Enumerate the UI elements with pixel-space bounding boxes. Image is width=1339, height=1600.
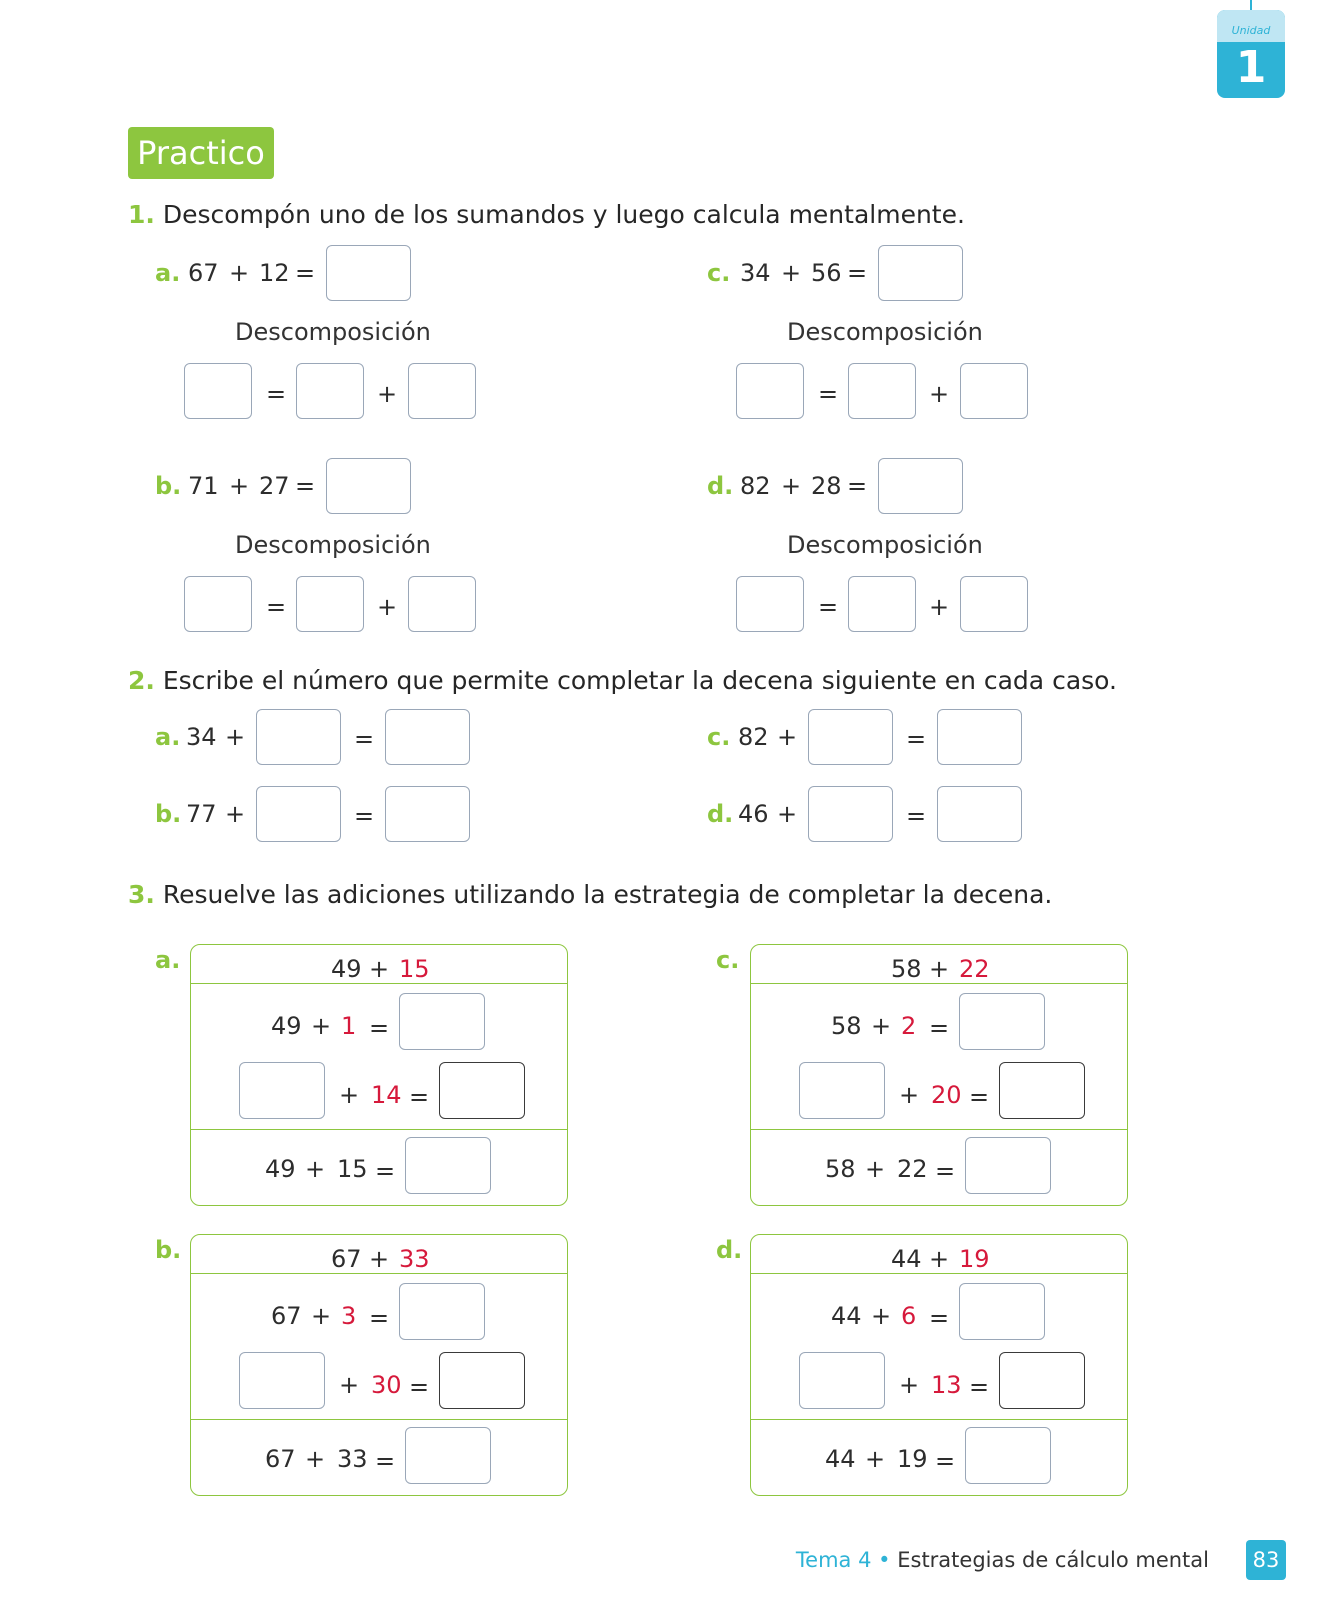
footer-title: Estrategias de cálculo mental [897,1548,1209,1572]
step1-answer-box[interactable] [399,993,485,1050]
plus-sign: + [369,955,390,983]
step2-answer-box[interactable] [999,1062,1085,1119]
card-divider [191,1129,567,1130]
equals-sign: = [929,1304,950,1332]
item-label: c. [707,723,731,751]
step1-answer-box[interactable] [959,993,1045,1050]
card-divider [751,983,1127,984]
step1-addend: 44 [831,1302,862,1330]
equals-sign: = [369,1014,390,1042]
decomp-box-3[interactable] [408,363,476,419]
equals-sign: = [354,725,375,753]
addend-a: 34 [740,259,771,287]
strategy-card [190,944,568,1206]
strategy-card [750,944,1128,1206]
equals-sign: = [409,1373,430,1401]
card-divider [751,1419,1127,1420]
final-addend-b: 22 [897,1155,928,1183]
final-answer-box[interactable] [965,1427,1051,1484]
card-divider [191,983,567,984]
decomp-box-3[interactable] [960,363,1028,419]
header-addend-b: 22 [959,955,990,983]
answer-box[interactable] [878,245,963,301]
answer-box[interactable] [878,458,963,514]
equals-sign: = [969,1373,990,1401]
header-addend-b: 19 [959,1245,990,1273]
strategy-card [750,1234,1128,1496]
step2-answer-box[interactable] [439,1352,525,1409]
equals-sign: = [369,1304,390,1332]
complement-box[interactable] [256,709,341,765]
header-addend-b: 15 [399,955,430,983]
complement-box[interactable] [256,786,341,842]
decomposition-label: Descomposición [235,531,431,559]
equals-sign: = [906,725,927,753]
decomp-box-1[interactable] [736,576,804,632]
decomp-box-2[interactable] [848,576,916,632]
plus-sign: + [369,1245,390,1273]
final-answer-box[interactable] [405,1137,491,1194]
final-addend-b: 19 [897,1445,928,1473]
strategy-card [190,1234,568,1496]
plus-sign: + [339,1081,360,1109]
step1-addend: 49 [271,1012,302,1040]
equals-sign: = [295,259,316,287]
step2-input-box[interactable] [239,1352,325,1409]
equals-sign: = [375,1157,396,1185]
plus-sign: + [311,1012,332,1040]
addend-a: 82 [740,472,771,500]
header-addend-b: 33 [399,1245,430,1273]
complement-box[interactable] [808,709,893,765]
item-label: b. [155,800,182,828]
equals-sign: = [969,1083,990,1111]
plus-sign: + [899,1371,920,1399]
final-answer-box[interactable] [405,1427,491,1484]
step1-answer-box[interactable] [959,1283,1045,1340]
step2-addend: 14 [371,1081,402,1109]
item-label: a. [155,723,181,751]
decomp-box-1[interactable] [184,363,252,419]
decomposition-label: Descomposición [787,531,983,559]
question-3-heading [128,880,1052,909]
equals-sign: = [295,472,316,500]
step1-addend: 58 [831,1012,862,1040]
final-addend-a: 44 [825,1445,856,1473]
question-1-heading [128,200,965,229]
question-number: 3. [128,880,155,909]
plus-sign: + [781,472,802,500]
unit-tab-number: 1 [1235,42,1267,93]
plus-sign: + [311,1302,332,1330]
unit-tab [1217,10,1285,98]
plus-sign: + [229,259,250,287]
plus-sign: + [225,723,246,751]
equals-sign: = [847,472,868,500]
step1-complement: 3 [341,1302,357,1330]
plus-sign: + [865,1445,886,1473]
decomp-box-1[interactable] [184,576,252,632]
footer-bullet: • [878,1548,891,1572]
plus-sign: + [305,1155,326,1183]
equals-sign: = [929,1014,950,1042]
plus-sign: + [777,800,798,828]
equals-sign: = [935,1157,956,1185]
final-answer-box[interactable] [965,1137,1051,1194]
decomp-box-2[interactable] [848,363,916,419]
equals-sign: = [818,593,839,621]
plus-sign: + [871,1012,892,1040]
item-label: a. [155,946,181,974]
header-addend-a: 67 [331,1245,362,1273]
addend-b: 12 [259,259,290,287]
card-divider [191,1273,567,1274]
result-box[interactable] [937,709,1022,765]
addend-a: 71 [188,472,219,500]
equals-sign: = [266,380,287,408]
card-divider [191,1419,567,1420]
page-number: 83 [1246,1540,1286,1580]
equals-sign: = [847,259,868,287]
plus-sign: + [899,1081,920,1109]
step2-input-box[interactable] [239,1062,325,1119]
plus-sign: + [929,1245,950,1273]
addend-a: 46 [738,800,769,828]
plus-sign: + [305,1445,326,1473]
answer-box[interactable] [326,458,411,514]
plus-sign: + [339,1371,360,1399]
decomp-box-1[interactable] [736,363,804,419]
item-label: b. [155,1236,182,1264]
footer-topic: Tema 4 [795,1548,872,1572]
addend-a: 82 [738,723,769,751]
addend-a: 34 [186,723,217,751]
header-addend-a: 49 [331,955,362,983]
step2-addend: 30 [371,1371,402,1399]
plus-sign: + [871,1302,892,1330]
plus-sign: + [929,593,950,621]
question-text: Descompón uno de los sumandos y luego calcula mentalmente. [162,200,965,229]
decomposition-label: Descomposición [235,318,431,346]
card-divider [751,1129,1127,1130]
equals-sign: = [266,593,287,621]
addend-a: 77 [186,800,217,828]
item-label: c. [716,946,740,974]
plus-sign: + [929,380,950,408]
result-box[interactable] [385,786,470,842]
decomposition-label: Descomposición [787,318,983,346]
decomp-box-2[interactable] [296,363,364,419]
addend-a: 67 [188,259,219,287]
equals-sign: = [375,1447,396,1475]
item-label: c. [707,259,731,287]
step2-addend: 20 [931,1081,962,1109]
plus-sign: + [377,593,398,621]
question-text: Resuelve las adiciones utilizando la estrategia de completar la decena. [162,880,1053,909]
equals-sign: = [409,1083,430,1111]
equals-sign: = [935,1447,956,1475]
item-label: d. [707,472,734,500]
step2-input-box[interactable] [799,1352,885,1409]
result-box[interactable] [937,786,1022,842]
decomp-box-3[interactable] [960,576,1028,632]
final-addend-a: 49 [265,1155,296,1183]
equals-sign: = [818,380,839,408]
final-addend-a: 58 [825,1155,856,1183]
question-text: Escribe el número que permite completar la decena siguiente en cada caso. [162,666,1117,695]
step2-answer-box[interactable] [439,1062,525,1119]
header-addend-a: 58 [891,955,922,983]
addend-b: 56 [811,259,842,287]
addend-b: 27 [259,472,290,500]
plus-sign: + [777,723,798,751]
section-badge: Practico [128,127,274,179]
footer [796,1548,1209,1572]
step2-input-box[interactable] [799,1062,885,1119]
step1-complement: 6 [901,1302,917,1330]
question-2-heading [128,666,1117,695]
decomp-box-3[interactable] [408,576,476,632]
final-addend-b: 33 [337,1445,368,1473]
plus-sign: + [929,955,950,983]
result-box[interactable] [385,709,470,765]
card-divider [751,1273,1127,1274]
answer-box[interactable] [326,245,411,301]
plus-sign: + [865,1155,886,1183]
addend-b: 28 [811,472,842,500]
step1-addend: 67 [271,1302,302,1330]
equals-sign: = [906,802,927,830]
header-addend-a: 44 [891,1245,922,1273]
step1-complement: 2 [901,1012,917,1040]
item-label: a. [155,259,181,287]
item-label: d. [707,800,734,828]
step1-complement: 1 [341,1012,357,1040]
final-addend-b: 15 [337,1155,368,1183]
unit-tab-label: Unidad [1231,24,1271,37]
plus-sign: + [377,380,398,408]
question-number: 1. [128,200,155,229]
item-label: d. [716,1236,743,1264]
decomp-box-2[interactable] [296,576,364,632]
step1-answer-box[interactable] [399,1283,485,1340]
complement-box[interactable] [808,786,893,842]
final-addend-a: 67 [265,1445,296,1473]
plus-sign: + [225,800,246,828]
question-number: 2. [128,666,155,695]
step2-answer-box[interactable] [999,1352,1085,1409]
equals-sign: = [354,802,375,830]
item-label: b. [155,472,182,500]
plus-sign: + [229,472,250,500]
plus-sign: + [781,259,802,287]
step2-addend: 13 [931,1371,962,1399]
